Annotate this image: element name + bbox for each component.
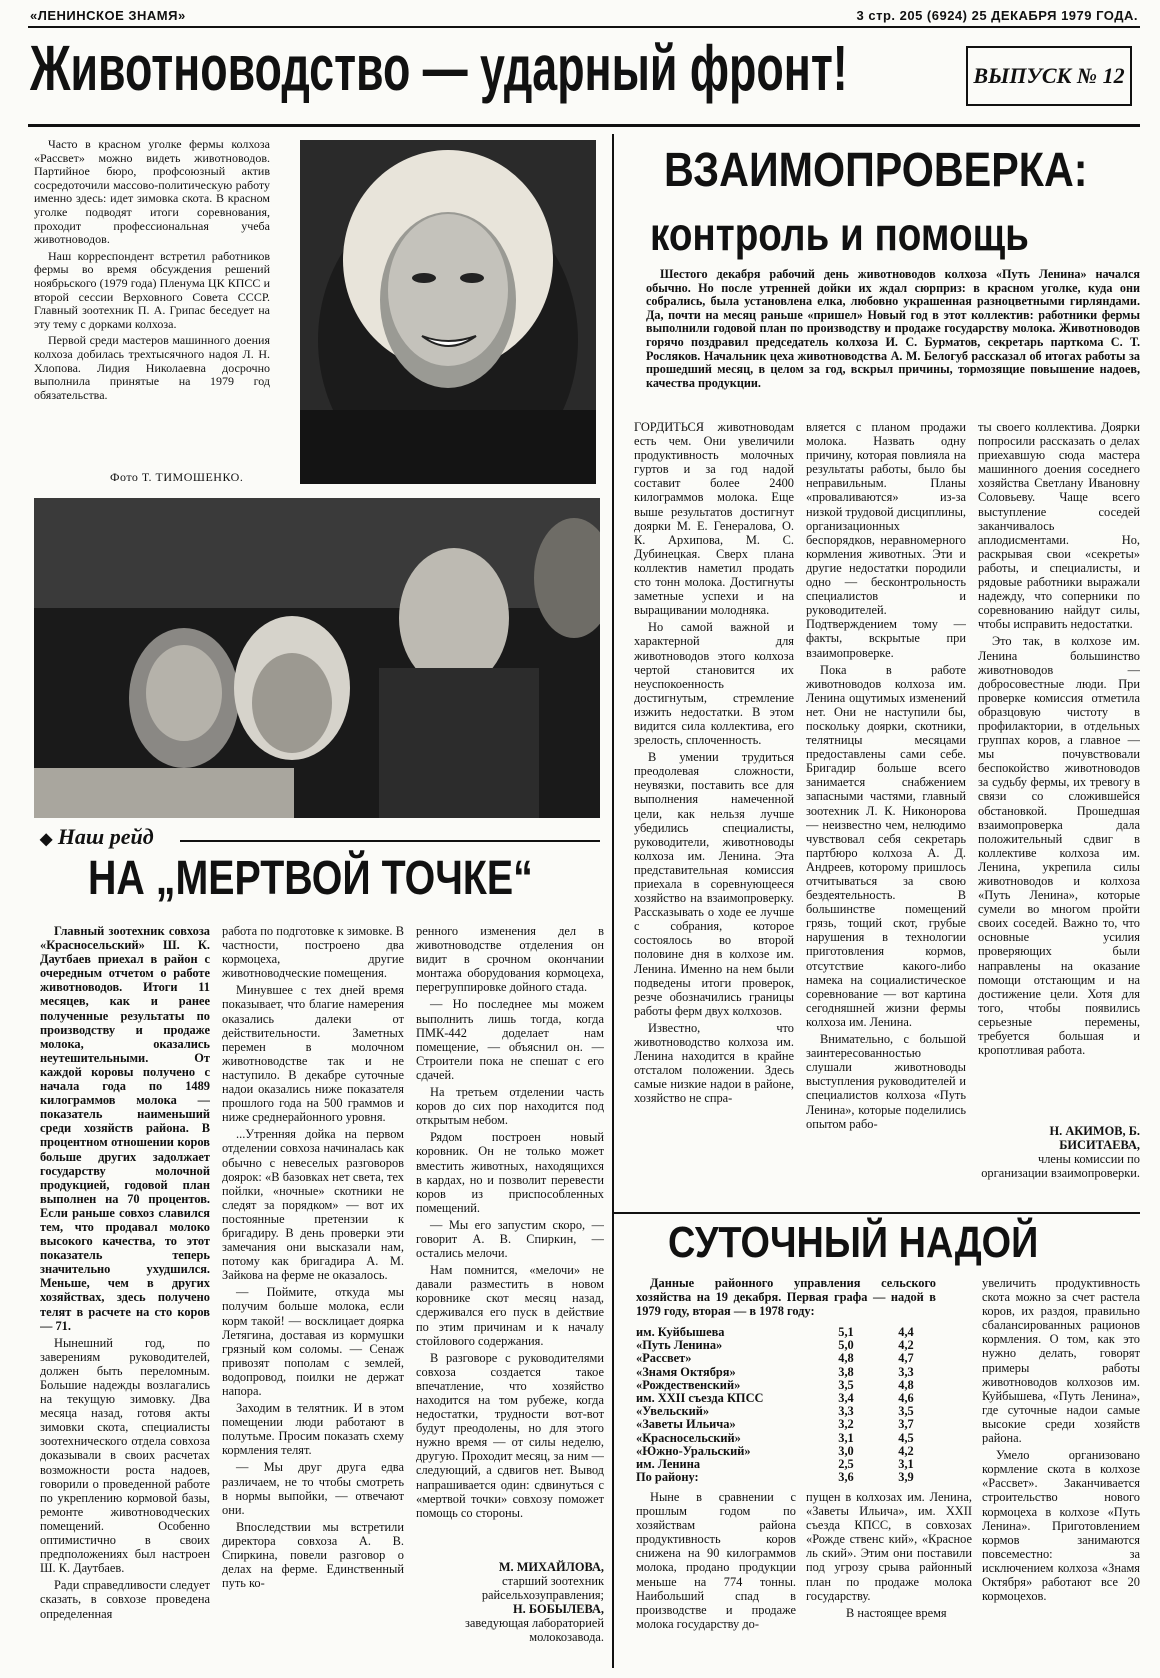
yield-value-cell: 3,3	[898, 1364, 914, 1379]
yield-value-cell: 4,8	[838, 1351, 854, 1366]
signature-role: старший зоотехник райсельхозуправления;	[481, 1574, 604, 1602]
farm-name-cell: «Заветы Ильича»	[636, 1417, 736, 1432]
farm-name-cell: По району:	[636, 1470, 699, 1485]
farm-name-cell: «Знамя Октября»	[636, 1364, 736, 1379]
portrait-photo-image	[300, 140, 596, 484]
raid-paragraph: Рядом построен новый коровник. Он не только может вместить животных, находящихся в кардах, но и позволит перевести коров из приспособленных помещений.	[416, 1130, 604, 1215]
portrait-photo	[300, 140, 596, 484]
check-paragraph: Но самой важной и характерной для животноводов этого колхоза чертой становится их неуспокоенность достигнутым, стремление изжить недостатки. В этом видится сила коллектива, его зрелость, сплоченность.	[634, 620, 794, 748]
yield-value-cell: 4,6	[898, 1391, 914, 1406]
yield-value-cell: 3,9	[898, 1470, 914, 1485]
yield-intro	[636, 1276, 936, 1324]
yield-value-cell: 5,1	[838, 1325, 854, 1339]
raid-paragraph: В разговоре с руководителями совхоза создается такое впечатление, что хозяйство находится на том рубеже, когда недостатки, трудности вот-вот будут преодолены, но для этого нужно время — от силы неделю, другую. Проходит месяц, за ним — следующий, а сдвигов нет. Вывод напрашивается один: сдвинуться с «мертвой точки» совхозу поможет помощь со стороны.	[416, 1350, 604, 1520]
raid-title: НА „МЕРТВОЙ ТОЧКЕ“	[88, 852, 533, 905]
farm-name-cell: «Увельский»	[636, 1404, 710, 1419]
yield-value-cell: 4,2	[898, 1338, 914, 1353]
yield-value-cell: 4,2	[898, 1443, 914, 1458]
yield-value-cell: 3,5	[838, 1377, 854, 1392]
check-paragraph: ГОРДИТЬСЯ животноводам есть чем. Они увеличили продуктивность молочных гуртов и за год надой составит более 2400 килограммов молока. Еще выше результатов достигнут доярки М. Е. Генералова, О. К. Архипова, М. С. Дубинецкая. Сверх плана коллектив наметил продать сто тонн молока. Достигнуты заметные успехи и на выращивании молодняка.	[634, 420, 794, 618]
yield-title: СУТОЧНЫЙ НАДОЙ	[668, 1218, 1039, 1267]
check-signature	[978, 1124, 1140, 1180]
yield-value-cell: 3,1	[898, 1457, 914, 1472]
yield-table-row	[636, 1352, 936, 1365]
raid-column-3	[416, 924, 604, 1604]
raid-paragraph: Нам помнится, «мелочи» не давали разместить в новом коровнике скот месяц назад, сдерживался его пуск в действие по этим причинам и к началу стойлового содержания.	[416, 1263, 604, 1348]
check-paragraph: Это так, в колхозе им. Ленина большинство животноводов — добросовестные люди. При проверке комиссия отметила образцовую чистоту в профилактории, в отдельных группах коров, а главное — мы почувствовали беспокойство животноводов за судьбу фермы, их тревогу в связи со сложившейся обстановкой. Прошедшая взаимопроверка дала положительный сдвиг в коллективе колхоза им. Ленина, укрепила силы животноводов и колхоза «Путь Ленина», которые сумели во многом пройти своих соседей. Важно то, что основные усилия проверяющих были направлены на оказание помощи отстающим и на достижение цели. Хотя для того, чтобы появились серьезные перемены, требуется большая и кропотливая работа.	[978, 634, 1140, 1058]
check-paragraph: В умении трудиться преодолевая сложности, неувязки, поставить все для выполнения намеченной цели, как нельзя лучше убедились специалисты, руководители, животноводы колхоза им. Ленина. Эта представительная комиссия приехала в соревнующееся хозяйство на взаимопроверку. Рассказывать о ходе ее лучше с собрания, которое состоялось во второй половине дня в колхозе им. Ленина. Именно на нем были подведены итоги проверок, резче обозначились границы работы ферм двух колхозов.	[634, 750, 794, 1018]
yield-value-cell: 3,2	[838, 1417, 854, 1432]
farm-name-cell: «Красносельский»	[636, 1430, 741, 1445]
paper-name: «ЛЕНИНСКОЕ ЗНАМЯ»	[30, 8, 186, 23]
yield-paragraph: пущен в колхозах им. Ленина, «Заветы Ильича», им. XXII съезда КПСС, в совхозах «Рожде ственс кий», «Красное ль ский». Этим они поставили под угрозу срыва районный план по продаже молока государству.	[806, 1490, 972, 1603]
check-paragraph: Пока в работе животноводов колхоза им. Ленина ощутимых изменений нет. Они не наступили бы, поскольку доярки, скотники, телятницы месяцами предоставлены сами себе. Бригадир больше всего занимается снабжением запасными частями, главный зоотехник Л. К. Никонорова — неизвестно чем, нелюдимо чувствовал себя секретарь партбюро колхоза А. Д. Андреев, которому пришлось отчитываться за свою бездеятельность. В большинстве помещений грязь, тощий скот, грубые нарушения в технологии приготовления кормов, отсутствие какого-либо намека на социалистическое соревнование — вот картина сегодняшней жизни фермы колхоза им. Ленина.	[806, 662, 966, 1029]
farm-name-cell: «Южно-Уральский»	[636, 1443, 751, 1458]
check-column-3	[978, 420, 1140, 1120]
yield-value-cell: 4,7	[898, 1351, 914, 1366]
raid-paragraph: — Мы его запустим скоро, — говорит А. В. Спиркин, — остались мелочи.	[416, 1217, 604, 1261]
raid-paragraph: Впоследствии мы встретили директора совхоза А. В. Спиркина, повели разговор о делах на ферме. Единственный путь ко-	[222, 1519, 404, 1591]
raid-rubric	[40, 824, 154, 850]
raid-column-2	[222, 924, 404, 1660]
yield-paragraph: Умело организовано кормление скота в колхозе «Рассвет». Заканчивается строительство нового кормоцеха в колхозе «Путь Ленина». Приготовлением кормов занимаются повсеместно: за исключением колхоза «Знамя Октября» работают все 20 кормоцехов.	[982, 1448, 1140, 1604]
raid-paragraph: Минувшее с тех дней время показывает, что благие намерения оказались далеки от действительности. Заметных перемен в молочном животноводстве так и не наступило. В декабре суточные надои оказались ниже показателя прошлого года на 500 граммов и ниже среднерайонного уровня.	[222, 983, 404, 1125]
farm-name-cell: «Путь Ленина»	[636, 1338, 723, 1353]
raid-paragraph: Ради справедливости следует сказать, в совхозе проведена определенная	[40, 1578, 210, 1621]
yield-paragraph: Ныне в сравнении с прошлым годом по хозяйствам района продуктивность коров снижена на 90 килограммов молока, продано продукции меньше на 774 тонны. Наибольший спад в производстве и продаже молока государству до-	[636, 1490, 796, 1631]
check-paragraph: Известно, что животноводство колхоза им. Ленина находится в крайне отсталом положении. Здесь самые низкие надои в районе, хозяйство не спра-	[634, 1020, 794, 1106]
yield-value-cell: 3,4	[838, 1391, 854, 1406]
yield-value-cell: 3,1	[838, 1430, 854, 1445]
issue-label: ВЫПУСК № 12	[973, 63, 1125, 88]
yield-table	[636, 1326, 936, 1484]
yield-value-cell: 3,0	[838, 1443, 854, 1458]
raid-signature	[416, 1560, 604, 1644]
farm-name-cell: им. Куйбышева	[636, 1325, 725, 1339]
column-divider	[612, 134, 614, 1668]
yield-table-row	[636, 1366, 936, 1379]
yield-intro-text: Данные районного управления сельского хозяйства на 19 декабря. Первая графа — надой в 1979 году, вторая — в 1978 году:	[636, 1276, 936, 1319]
yield-table-row	[636, 1432, 936, 1445]
banner-title: Животноводство — ударный фронт!	[30, 32, 848, 104]
yield-column-2	[806, 1490, 972, 1668]
group-photo	[34, 498, 600, 818]
raid-column-1	[40, 924, 210, 1660]
yield-value-cell: 4,8	[898, 1377, 914, 1392]
raid-rubric-text: Наш рейд	[57, 824, 154, 849]
farm-name-cell: «Рождественский»	[636, 1377, 741, 1392]
check-lead	[646, 268, 1140, 414]
check-column-2	[806, 420, 966, 1210]
section-rule	[614, 1212, 1140, 1214]
raid-paragraph: работа по подготовке к зимовке. В частности, построено два кормоцеха, другие животноводческие помещения.	[222, 924, 404, 981]
yield-value-cell: 4,4	[898, 1325, 914, 1339]
check-column-1	[634, 420, 794, 1210]
banner-rule	[28, 124, 1140, 127]
farm-name-cell: им. XXII съезда КПСС	[636, 1391, 764, 1406]
check-lead-text: Шестого декабря рабочий день животноводов колхоза «Путь Ленина» начался обычно. Но после утренней дойки их ждал сюрприз: в красном уголке, куда они собрались, была установлена елка, любовно украшенная разноцветными гирляндами. Да, почти на месяц раньше «пришел» Новый год в этот коллектив: работники фермы выполнили годовой план по производству и продаже государству молока. Животноводов горячо поздравил председатель колхоза И. С. Бурматов, секретарь парткома С. Т. Росляков. Начальник цеха животноводства А. М. Белогуб рассказал об итогах работы за прошедший месяц, в целом за год, вскрыл причины, тормозящие повышение надоев, качества продукции.	[646, 268, 1140, 390]
raid-paragraph: — Мы друг друга едва различаем, не то чтобы смотреть в нормы выпойки, — отвечают они.	[222, 1460, 404, 1517]
yield-column-1	[636, 1490, 796, 1668]
photo-credit: Фото Т. ТИМОШЕНКО.	[110, 470, 244, 484]
raid-paragraph: Нынешний год, по заверениям руководителей, должен быть переломным. Большие надежды возлагались на текущую зимовку. Два месяца назад, готовя акты зимовки скота, специалисты зоотехнического отдела совхоза доказывали в своих расчетах возможности роста надоев, говорили о проведенной работе по укреплению кормовой базы, ремонте животноводческих помещений. Особенно оптимистично в своих предположениях был настроен Ш. К. Даутбаев.	[40, 1335, 210, 1576]
raid-paragraph: ...Утренняя дойка на первом отделении совхоза начиналась как обычно с невеселых разговоров доярок: «В базовках нет света, тех пойлки, «ночные» скотники не следят за порядком» — вот их постоянные претензии к бригадиру. В день проверки эти замечания они высказали нам, потому как бригадира А. М. Зайкова на ферме не оказалось.	[222, 1127, 404, 1283]
signature-role: члены комиссии по организации взаимопроверки.	[981, 1152, 1140, 1180]
yield-paragraph: увеличить продуктивность скота можно за счет растела коров, их раздоя, правильно сбалансированных рационов кормления. О том, как это нужно делать, говорят примеры работы животноводов колхозов им. Куйбышева, «Путь Ленина», где суточные надои самые высокие среди хозяйств района.	[982, 1276, 1140, 1446]
issue-info: 3 стр. 205 (6924) 25 ДЕКАБРЯ 1979 ГОДА.	[856, 8, 1138, 23]
intro-paragraph: Часто в красном уголке фермы колхоза «Рассвет» можно видеть животноводов. Партийное бюро, профсоюзный актив сосредоточили массово-политическую работу именно здесь: идет зимовка скота. В красном уголке подводят итоги соревнования, проходит профессиональная учеба животноводов.	[34, 138, 270, 247]
yield-value-cell: 3,3	[838, 1404, 854, 1419]
yield-column-3	[982, 1276, 1140, 1668]
raid-paragraph: На третьем отделении часть коров до сих пор находится под открытым небом.	[416, 1085, 604, 1128]
check-paragraph: Внимательно, с большой заинтересованностью слушали животноводы выступления руководителей и специалистов колхоза «Путь Ленина», которые поделились опытом рабо-	[806, 1032, 966, 1131]
raid-paragraph: Главный зоотехник совхоза «Красносельский» Ш. К. Даутбаев приехал в район с очередным отчетом о работе животноводов. Итоги 11 месяцев, как и ранее полученные результаты по производству и продаже молока, оказались неутешительными. От каждой коровы получено с начала года по 1489 килограммов молока — показатель наименьший среди хозяйств района. В процентном отношении коров больше других задолжает государству молочной продукцией, годовой план выполнен на 70 процентов. Если раньше совхоз славился тем, что продавал молоко высокого качества, то этот показатель теперь значительно ухудшился. Меньше, чем в других хозяйствах, здесь получено телят в расчете на сто коров — 71.	[40, 924, 210, 1333]
intro-text	[34, 138, 270, 468]
yield-value-cell: 3,8	[838, 1364, 854, 1379]
rubric-rule	[180, 840, 600, 842]
raid-paragraph: — Но последнее мы можем выполнить лишь тогда, когда ПМК-442 доделает нам помещение, — объяснил он. — Строители пока не спешат с его сдачей.	[416, 997, 604, 1082]
yield-paragraph: В настоящее время	[846, 1605, 947, 1620]
yield-value-cell: 3,5	[898, 1404, 914, 1419]
yield-value-cell: 5,0	[838, 1338, 854, 1353]
farm-name-cell: им. Ленина	[636, 1457, 701, 1472]
yield-value-cell: 2,5	[838, 1457, 854, 1472]
raid-paragraph: ренного изменения дел в животноводстве отделения он видит в срочном окончании монтажа оборудования кормоцеха, перегруппировке дойного стада.	[416, 924, 604, 995]
signature-role: заведующая лабораторией молокозавода.	[464, 1616, 604, 1644]
signature-name: Н. БОБЫЛЕВА,	[513, 1602, 604, 1616]
check-paragraph: ты своего коллектива. Доярки попросили рассказать о делах приехавшую сюда мастера машинного доения соседнего хозяйства Светлану Ивановну Соловьеву. Чаще всего выступление соседей заканчивалось аплодисментами. Но, раскрывая свои «секреты» работы, и специалисты, и рядовые работники выражали надежду, что соперники по соревнованию найдут силы, чтобы исправить недостатки.	[978, 420, 1140, 632]
check-title-2: контроль и помощь	[650, 208, 1029, 260]
check-title-1: ВЗАИМОПРОВЕРКА:	[664, 144, 1088, 197]
yield-value-cell: 4,5	[898, 1430, 914, 1445]
farm-name-cell: «Рассвет»	[636, 1351, 692, 1366]
yield-value-cell: 3,7	[898, 1417, 914, 1432]
signature-names: Н. АКИМОВ, Б. БИСИТАЕВА,	[1049, 1124, 1140, 1152]
check-paragraph: вляется с планом продажи молока. Назвать одну причину, которая повлияла на результаты работы, было бы неправильным. Планы «проваливаются» из-за низкой трудовой дисциплины, организационных беспорядков, неравномерного кормления животных. Эти и другие недостатки породили одно — бесконтрольность специалистов и руководителей. Подтверждением тому — факты, вскрытые при взаимопроверке.	[806, 420, 966, 660]
signature-name: М. МИХАЙЛОВА,	[498, 1560, 604, 1574]
group-photo-image	[34, 498, 600, 818]
yield-table-row	[636, 1418, 936, 1431]
masthead-rule	[28, 26, 1140, 28]
diamond-icon: ◆	[40, 831, 53, 848]
yield-table-row	[636, 1471, 936, 1484]
yield-value-cell: 3,6	[838, 1470, 854, 1485]
intro-paragraph: Наш корреспондент встретил работников фермы во время обсуждения решений ноябрьского (1979 года) Пленума ЦК КПСС и второй сессии Верховного Совета СССР. Главный зоотехник П. А. Грипас беседует на эту тему с дорками колхоза.	[34, 248, 270, 331]
intro-paragraph: Первой среди мастеров машинного доения колхоза добилась трехтысячного надоя Л. Н. Хлопова. Лидия Николаевна досрочно выполнила принятые на 1979 год обязательства.	[34, 333, 270, 402]
raid-paragraph: Заходим в телятник. И в этом помещении люди работают в полутьме. Просим показать схему кормления телят.	[222, 1401, 404, 1458]
issue-label-box	[966, 46, 1132, 106]
raid-paragraph: — Поймите, откуда мы получим больше молока, если корм такой! — восклицает доярка Летягина, доставая из кормушки грязный ком соломы. — Сенаж привозят пополам с землей, водопровод, поилки не держат напора.	[222, 1285, 404, 1398]
